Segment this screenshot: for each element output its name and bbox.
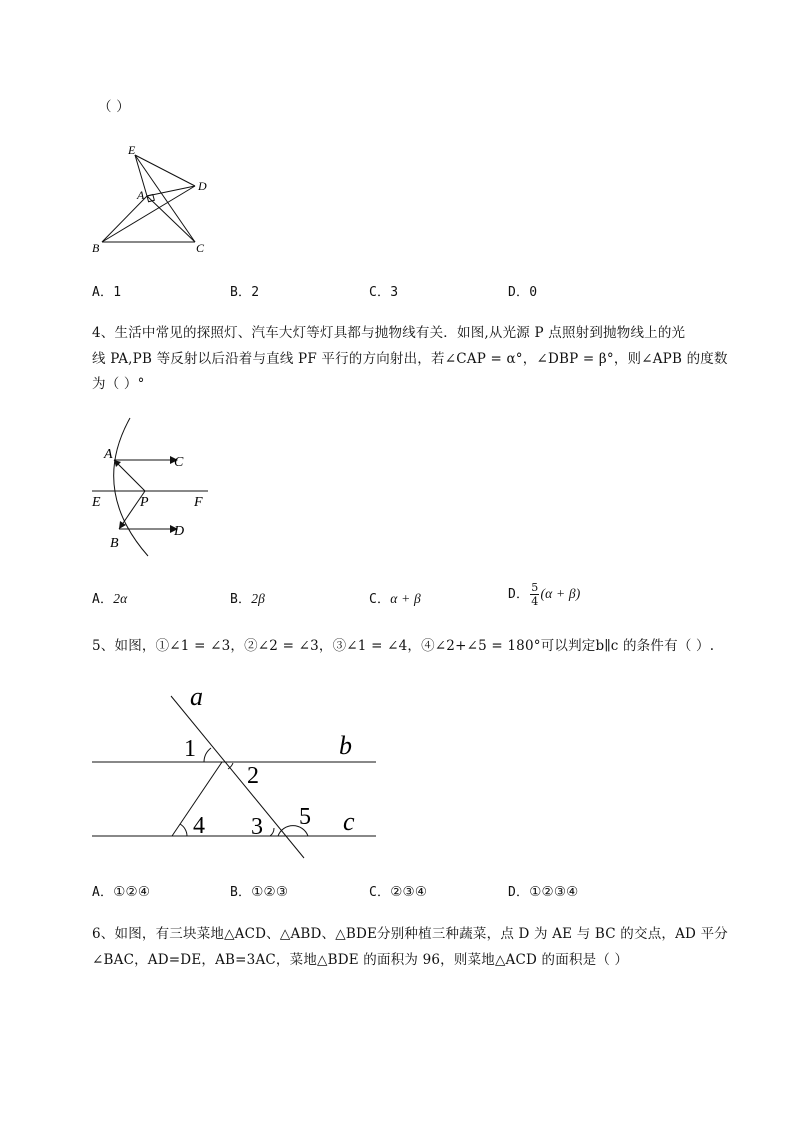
q5-option-a[interactable] <box>92 886 150 900</box>
q4-label-a: A <box>104 447 113 462</box>
q3-label-b: B <box>92 241 100 255</box>
q3-option-d-text: 0 <box>529 285 538 300</box>
q5-option-b[interactable] <box>230 886 288 900</box>
q4-label-b: B <box>110 536 119 551</box>
q3-figure <box>88 140 218 260</box>
q4-option-d-denominator: 4 <box>531 595 539 608</box>
q4-option-c-text: α + β <box>390 591 421 606</box>
q4-figure <box>88 410 218 565</box>
q5-label-3: 3 <box>251 814 263 840</box>
q5-option-d[interactable] <box>508 886 578 900</box>
q3-option-c-text: 3 <box>390 285 399 300</box>
q4-stem-line3: 为（ ）° <box>92 376 145 392</box>
q3-option-b[interactable] <box>230 286 259 299</box>
q5-option-c[interactable] <box>369 886 427 900</box>
q3-option-d[interactable] <box>508 286 537 299</box>
q3-option-a[interactable] <box>92 286 121 299</box>
q6-stem-line1: 6、如图，有三块菜地△ACD、△ABD、△BDE分别种植三种蔬菜，点 D 为 AE 与 BC 的交点，AD 平分 <box>92 926 728 942</box>
q3-option-c[interactable] <box>369 286 398 299</box>
q5-label-1: 1 <box>184 736 196 762</box>
q3-answer-paren: （ ） <box>98 99 130 115</box>
q4-label-p: P <box>140 495 149 510</box>
q4-option-c-letter: C． <box>369 592 391 607</box>
q5-option-b-letter: B． <box>230 885 252 900</box>
q4-option-a-letter: A． <box>92 592 114 607</box>
q3-option-b-letter: B． <box>230 285 252 300</box>
q4-option-d-letter: D． <box>508 587 530 602</box>
q5-option-c-text: ②③④ <box>390 884 428 900</box>
q4-label-e: E <box>92 495 101 510</box>
q3-label-e: E <box>128 143 136 157</box>
q6-stem-line2: ∠BAC，AD=DE，AB=3AC，菜地△BDE 的面积为 96，则菜地△ACD 的面积是（ ） <box>92 952 629 968</box>
q5-label-b: b <box>339 731 352 760</box>
q4-label-c: C <box>174 455 184 470</box>
q5-label-a: a <box>190 682 203 711</box>
q5-label-4: 4 <box>193 813 205 839</box>
q3-label-a: A <box>137 188 145 202</box>
q4-label-d: D <box>174 524 185 539</box>
q4-option-a[interactable] <box>92 592 127 607</box>
q5-option-d-letter: D． <box>508 885 530 900</box>
q5-option-b-text: ①②③ <box>251 884 289 900</box>
q5-label-c: c <box>343 807 355 836</box>
q3-option-b-text: 2 <box>251 285 260 300</box>
q4-option-d-text: (α + β) <box>540 586 581 601</box>
q5-option-a-letter: A． <box>92 885 114 900</box>
q4-option-d-numerator: 5 <box>531 581 539 594</box>
q3-option-d-letter: D． <box>508 285 530 300</box>
q3-label-d: D <box>198 179 207 193</box>
q4-option-a-text: 2α <box>113 591 128 606</box>
q4-option-b[interactable] <box>230 592 265 607</box>
q5-option-a-text: ①②④ <box>113 884 151 900</box>
q4-option-d[interactable] <box>508 582 581 607</box>
q5-label-2: 2 <box>247 763 259 789</box>
q4-option-c[interactable] <box>369 592 421 607</box>
q5-option-d-text: ①②③④ <box>529 884 579 900</box>
q3-option-a-text: 1 <box>113 285 122 300</box>
q4-label-f: F <box>194 495 203 510</box>
q5-label-5: 5 <box>299 804 311 830</box>
q5-figure <box>88 680 388 865</box>
q4-option-b-letter: B． <box>230 592 252 607</box>
q5-option-c-letter: C． <box>369 885 391 900</box>
q3-label-c: C <box>196 241 205 255</box>
q4-option-b-text: 2β <box>251 591 266 606</box>
q5-stem-line1: 5、如图，①∠1 = ∠3，②∠2 = ∠3，③∠1 = ∠4，④∠2+∠5 = 180°可以判定b∥c 的条件有（ ）. <box>92 638 715 654</box>
q4-stem-line1: 4、生活中常见的探照灯、汽车大灯等灯具都与抛物线有关．如图,从光源 P 点照射到抛物线上的光 <box>92 325 686 341</box>
q4-stem-line2: 线 PA,PB 等反射以后沿着与直线 PF 平行的方向射出，若∠CAP = α°，∠DBP = β°，则∠APB 的度数 <box>92 351 728 367</box>
q4-option-d-fraction <box>530 582 539 607</box>
q3-option-c-letter: C． <box>369 285 391 300</box>
q3-option-a-letter: A． <box>92 285 114 300</box>
